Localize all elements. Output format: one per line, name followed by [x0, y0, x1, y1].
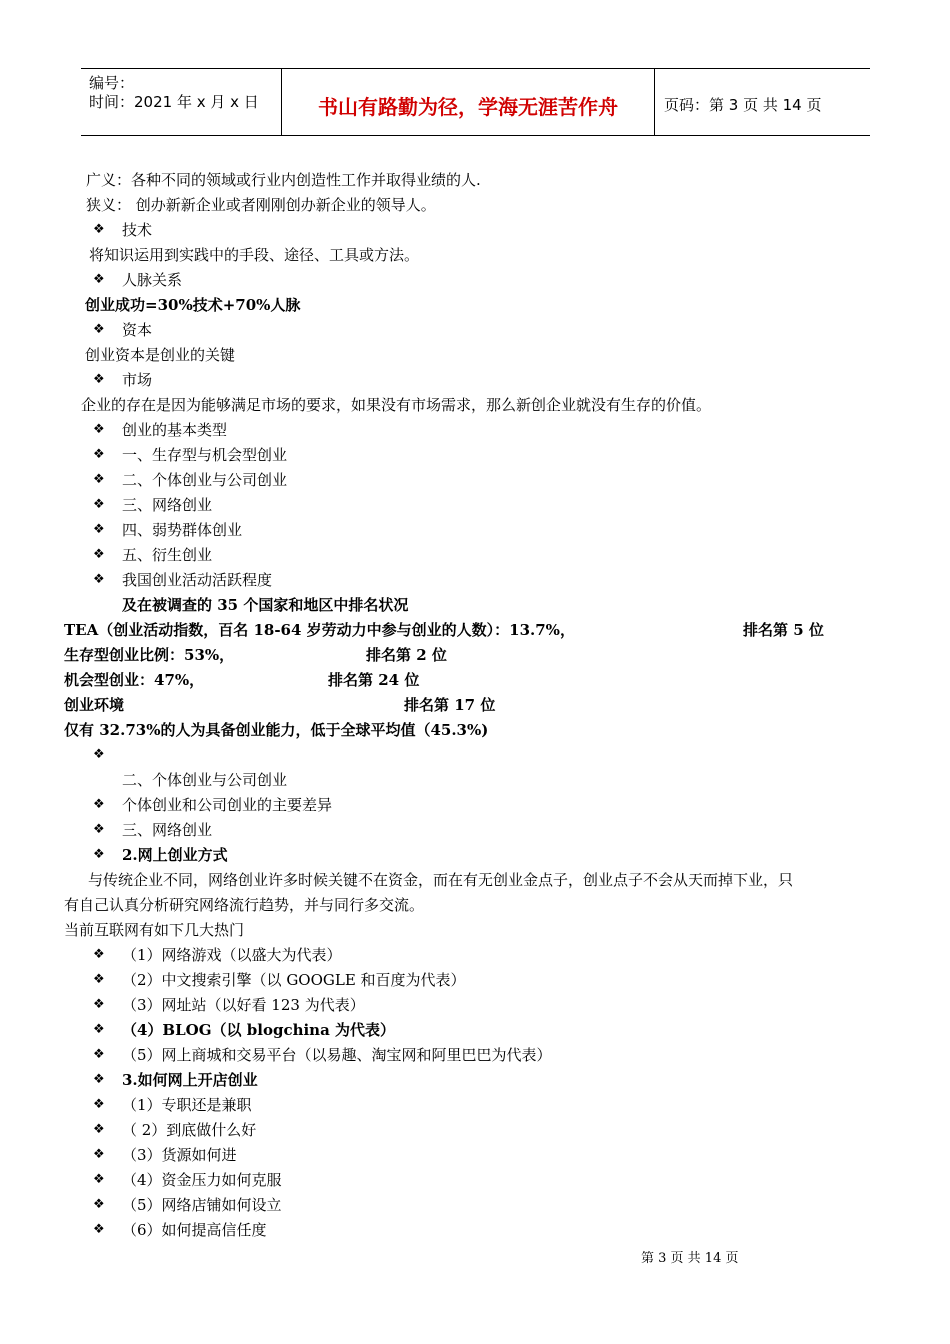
- bullet-icon: ❖: [93, 822, 105, 837]
- bullet-icon: ❖: [93, 222, 105, 237]
- text-line: 当前互联网有如下几大热门: [64, 921, 245, 939]
- bullet-icon: ❖: [93, 422, 105, 437]
- bullet-icon: ❖: [93, 447, 105, 462]
- list-item: 二、个体创业与公司创业: [122, 471, 288, 489]
- bullet-icon: ❖: [93, 522, 105, 537]
- bullet-icon: ❖: [93, 572, 105, 587]
- bullet-icon: ❖: [93, 322, 105, 337]
- document-number-label: 编号：: [89, 74, 135, 92]
- rank-text: 排名第 2 位: [366, 646, 447, 664]
- list-item: 一、生存型与机会型创业: [122, 446, 288, 464]
- list-item: 创业的基本类型: [122, 421, 228, 439]
- bullet-icon: ❖: [93, 272, 105, 287]
- rank-text: 排名第 24 位: [328, 671, 420, 689]
- header-left-cell: [81, 69, 282, 135]
- bullet-icon: ❖: [93, 847, 105, 862]
- document-time-label: 时间：2021 年 x 月 x 日: [89, 93, 259, 111]
- bullet-icon: ❖: [93, 372, 105, 387]
- list-item: 市场: [122, 371, 153, 389]
- header-right-cell: [655, 69, 870, 135]
- list-item: 技术: [122, 221, 153, 239]
- list-item: 三、网络创业: [122, 496, 213, 514]
- bullet-icon: ❖: [93, 1072, 105, 1087]
- bullet-icon: ❖: [93, 1172, 105, 1187]
- bullet-icon: ❖: [93, 997, 105, 1012]
- list-item: 个体创业和公司创业的主要差异: [122, 796, 333, 814]
- text-line: 广义：各种不同的领域或行业内创造性工作并取得业绩的人.: [86, 171, 481, 189]
- text-line: 机会型创业：47%，: [64, 671, 205, 689]
- text-line: 创业成功=30%技术+70%人脉: [85, 296, 301, 314]
- bullet-icon: ❖: [93, 1022, 105, 1037]
- list-item: 三、网络创业: [122, 821, 213, 839]
- bullet-icon: ❖: [93, 1222, 105, 1237]
- list-item: （5）网络店铺如何设立: [122, 1196, 282, 1214]
- bullet-icon: ❖: [93, 947, 105, 962]
- bullet-icon: ❖: [93, 1147, 105, 1162]
- header-motto: 书山有路勤为径，学海无涯苦作舟: [318, 95, 618, 119]
- list-item: 五、衍生创业: [122, 546, 213, 564]
- list-item: 2.网上创业方式: [122, 846, 228, 864]
- bullet-icon: ❖: [93, 547, 105, 562]
- list-item: （1）网络游戏（以盛大为代表）: [122, 946, 342, 964]
- header-center-cell: [282, 69, 655, 135]
- header-page-code: 页码：第 3 页 共 14 页: [664, 96, 822, 114]
- list-item: （6）如何提高信任度: [122, 1221, 267, 1239]
- list-item: （4）BLOG（以 blogchina 为代表）: [122, 1021, 396, 1039]
- list-item: 人脉关系: [122, 271, 183, 289]
- text-line: TEA（创业活动指数，百名 18-64 岁劳动力中参与创业的人数）：13.7%，: [64, 621, 575, 639]
- page-footer: 第 3 页 共 14 页: [641, 1251, 739, 1266]
- rank-text: 排名第 17 位: [404, 696, 496, 714]
- bullet-icon: ❖: [93, 972, 105, 987]
- list-item: （ 2）到底做什么好: [122, 1121, 257, 1139]
- bullet-icon: ❖: [93, 497, 105, 512]
- list-item: （3）货源如何进: [122, 1146, 237, 1164]
- list-item: （5）网上商城和交易平台（以易趣、淘宝网和阿里巴巴为代表）: [122, 1046, 552, 1064]
- text-line: 狭义： 创办新新企业或者刚刚创办新企业的领导人。: [86, 196, 436, 214]
- text-line: 二、个体创业与公司创业: [122, 771, 288, 789]
- bullet-icon: ❖: [93, 1097, 105, 1112]
- bullet-icon: ❖: [93, 797, 105, 812]
- list-item: 3.如何网上开店创业: [122, 1071, 258, 1089]
- rank-text: 排名第 5 位: [743, 621, 824, 639]
- list-item: （1）专职还是兼职: [122, 1096, 252, 1114]
- bullet-icon: ❖: [93, 747, 105, 762]
- bullet-icon: ❖: [93, 1047, 105, 1062]
- text-line: 有自己认真分析研究网络流行趋势，并与同行多交流。: [64, 896, 425, 914]
- list-item: 我国创业活动活跃程度: [122, 571, 273, 589]
- text-line: 及在被调查的 35 个国家和地区中排名状况: [122, 596, 409, 614]
- list-item: 资本: [122, 321, 153, 339]
- text-line: 生存型创业比例：53%，: [64, 646, 235, 664]
- bullet-icon: ❖: [93, 1197, 105, 1212]
- text-line: 与传统企业不同，网络创业许多时候关键不在资金，而在有无创业金点子，创业点子不会从天而掉下业，只: [88, 871, 794, 889]
- bullet-icon: ❖: [93, 472, 105, 487]
- list-item: 四、弱势群体创业: [122, 521, 243, 539]
- text-line: 创业环境: [64, 696, 125, 714]
- text-line: 仅有 32.73%的人为具备创业能力，低于全球平均值（45.3%): [64, 721, 489, 739]
- bullet-icon: ❖: [93, 1122, 105, 1137]
- text-line: 企业的存在是因为能够满足市场的要求，如果没有市场需求，那么新创企业就没有生存的价值。: [81, 396, 712, 414]
- header-table: [81, 68, 870, 136]
- text-line: 将知识运用到实践中的手段、途径、工具或方法。: [89, 246, 420, 264]
- text-line: 创业资本是创业的关键: [85, 346, 236, 364]
- list-item: （3）网址站（以好看 123 为代表）: [122, 996, 365, 1014]
- list-item: （4）资金压力如何克服: [122, 1171, 282, 1189]
- list-item: （2）中文搜索引擎（以 GOOGLE 和百度为代表）: [122, 971, 466, 989]
